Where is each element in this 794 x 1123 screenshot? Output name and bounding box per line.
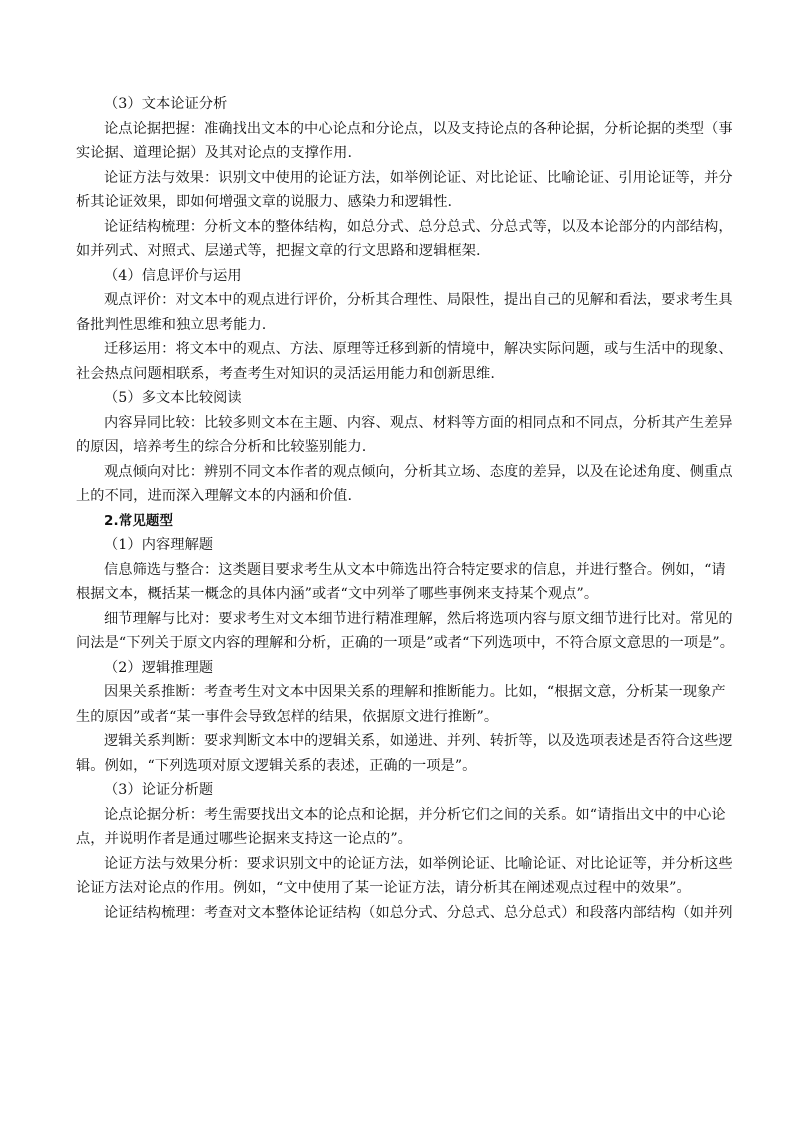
section-heading: （5）多文本比较阅读 bbox=[104, 390, 242, 406]
paragraph-line: 内容异同比较：比较多则文本在主题、内容、观点、材料等方面的相同点和不同点，分析其产生差异 bbox=[104, 414, 733, 431]
paragraph-line: 观点倾向对比：辨别不同文本作者的观点倾向，分析其立场、态度的差异，以及在论述角度、侧重点 bbox=[104, 463, 733, 480]
section-heading: （4）信息评价与运用 bbox=[104, 267, 242, 284]
paragraph-line: 备批判性思维和独立思考能力. bbox=[76, 316, 267, 333]
paragraph-line: 信息筛选与整合：这类题目要求考生从文本中筛选出符合特定要求的信息，并进行整合。例如，“请 bbox=[104, 561, 726, 578]
chapter-heading: 2.常见题型 bbox=[104, 512, 174, 529]
paragraph-line: 论证方法对论点的作用。例如，“文中使用了某一论证方法，请分析其在阐述观点过程中的效果”。 bbox=[76, 880, 691, 896]
section-heading: （3）文本论证分析 bbox=[104, 96, 228, 112]
paragraph-line: 论点论据把握：准确找出文本的中心论点和分论点，以及支持论点的各种论据，分析论据的类型（事 bbox=[104, 120, 733, 137]
paragraph-line: 问法是“下列关于原文内容的理解和分析，正确的一项是”或者“下列选项中，不符合原文意思的一项是”。 bbox=[76, 635, 735, 651]
section-heading: （1）内容理解题 bbox=[104, 537, 214, 553]
paragraph-line: 上的不同，进而深入理解文本的内涵和价值. bbox=[76, 488, 353, 504]
section-heading: （2）逻辑推理题 bbox=[104, 659, 214, 676]
paragraph-line: 根据文本，概括某一概念的具体内涵”或者“文中列举了哪些事例来支持某个观点”。 bbox=[76, 586, 599, 602]
paragraph-line: 的原因，培养考生的综合分析和比较鉴别能力. bbox=[76, 439, 367, 455]
document-body bbox=[76, 92, 735, 925]
paragraph-line: 社会热点问题相联系，考查考生对知识的灵活运用能力和创新思维. bbox=[76, 365, 495, 382]
paragraph-line: 迁移运用：将文本中的观点、方法、原理等迁移到新的情境中，解决实际问题，或与生活中的现象、 bbox=[104, 341, 733, 357]
paragraph-line: 因果关系推断：考查考生对文本中因果关系的理解和推断能力。比如，“根据文意，分析某一现象产 bbox=[104, 684, 726, 700]
section-heading: （3）论证分析题 bbox=[104, 782, 214, 798]
paragraph-line: 论证结构梳理：考查对文本整体论证结构（如总分式、分总式、总分总式）和段落内部结构（如并列 bbox=[104, 904, 733, 921]
paragraph-line: 论证方法与效果：识别文中使用的论证方法，如举例论证、对比论证、比喻论证、引用论证等，并分 bbox=[104, 169, 733, 186]
paragraph-line: 如并列式、对照式、层递式等，把握文章的行文思路和逻辑框架. bbox=[76, 243, 481, 259]
paragraph-line: 论点论据分析：考生需要找出文本的论点和论据，并分析它们之间的关系。如“请指出文中的中心论 bbox=[104, 806, 726, 823]
paragraph-line: 析其论证效果，即如何增强文章的说服力、感染力和逻辑性. bbox=[76, 194, 453, 210]
paragraph-line: 论证结构梳理：分析文本的整体结构，如总分式、总分总式、分总式等，以及本论部分的内部结构， bbox=[104, 218, 733, 235]
paragraph-line: 点，并说明作者是通过哪些论据来支持这一论点的”。 bbox=[76, 831, 412, 847]
paragraph-line: 论证方法与效果分析：要求识别文中的论证方法，如举例论证、比喻论证、对比论证等，并分析这些 bbox=[104, 855, 733, 872]
paragraph-line: 逻辑关系判断：要求判断文本中的逻辑关系，如递进、并列、转折等，以及选项表述是否符合这些逻 bbox=[104, 733, 733, 749]
paragraph-line: 生的原因”或者“某一事件会导致怎样的结果，依据原文进行推断”。 bbox=[76, 708, 499, 725]
paragraph-line: 辑。例如，“下列选项对原文逻辑关系的表述，正确的一项是”。 bbox=[76, 757, 477, 774]
paragraph-line: 实论据、道理论据）及其对论点的支撑作用. bbox=[76, 145, 353, 161]
paragraph-line: 观点评价：对文本中的观点进行评价，分析其合理性、局限性，提出自己的见解和看法，要求考生具 bbox=[104, 292, 733, 308]
paragraph-line: 细节理解与比对：要求考生对文本细节进行精准理解，然后将选项内容与原文细节进行比对。常见的 bbox=[104, 610, 733, 627]
